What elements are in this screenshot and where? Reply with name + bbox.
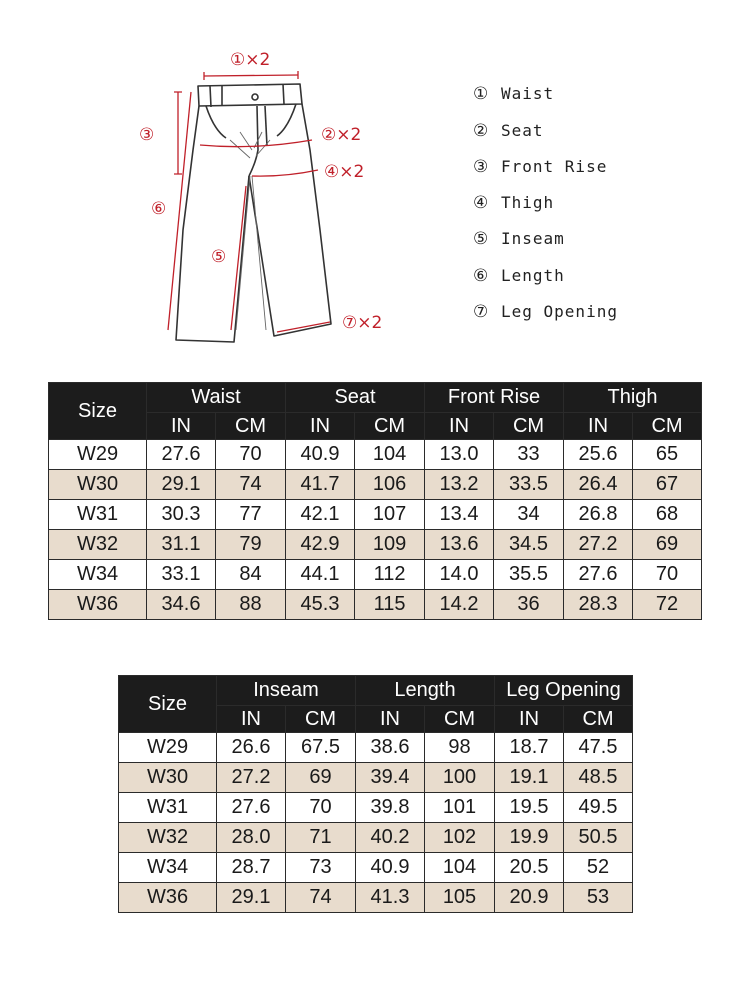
measurement-cell: 26.4 — [564, 470, 633, 500]
measurement-cell: 28.7 — [217, 853, 286, 883]
measurement-cell: 106 — [355, 470, 425, 500]
unit-header-cell: IN — [217, 706, 286, 733]
measurement-cell: 36 — [494, 590, 564, 620]
legend-label: Seat — [501, 121, 544, 140]
measurement-cell: 28.3 — [564, 590, 633, 620]
measurement-cell: 67 — [633, 470, 702, 500]
thigh-callout: ④×2 — [324, 162, 365, 182]
measurement-cell: 34.6 — [147, 590, 216, 620]
measurement-cell: 74 — [216, 470, 286, 500]
measurement-cell: 40.2 — [356, 823, 425, 853]
measurement-cell: 102 — [425, 823, 495, 853]
size-cell: W32 — [49, 530, 147, 560]
measurement-cell: 79 — [216, 530, 286, 560]
measurement-cell: 70 — [633, 560, 702, 590]
measurement-cell: 77 — [216, 500, 286, 530]
measurement-cell: 38.6 — [356, 733, 425, 763]
length-callout: ⑥ — [151, 199, 167, 219]
measurement-cell: 101 — [425, 793, 495, 823]
table-row — [119, 733, 633, 763]
table-row — [119, 823, 633, 853]
size-column-header: Size — [49, 383, 147, 440]
legend-number: ② — [473, 121, 489, 141]
measurement-cell: 115 — [355, 590, 425, 620]
legend-label: Length — [501, 266, 565, 285]
unit-header-cell: CM — [286, 706, 356, 733]
unit-header-cell: CM — [216, 413, 286, 440]
unit-header-row — [49, 413, 702, 440]
size-column-header: Size — [119, 676, 217, 733]
size-cell: W29 — [49, 440, 147, 470]
waist-column-header: Waist — [147, 383, 286, 413]
measurement-cell: 14.2 — [425, 590, 494, 620]
measurement-cell: 71 — [286, 823, 356, 853]
measurement-cell: 105 — [425, 883, 495, 913]
unit-header-cell: CM — [355, 413, 425, 440]
size-cell: W31 — [49, 500, 147, 530]
measurement-cell: 67.5 — [286, 733, 356, 763]
legend-number: ⑥ — [473, 266, 489, 286]
measurement-cell: 45.3 — [286, 590, 355, 620]
front-rise-column-header: Front Rise — [425, 383, 564, 413]
measurement-cell: 27.6 — [564, 560, 633, 590]
thigh-column-header: Thigh — [564, 383, 702, 413]
measurement-cell: 34.5 — [494, 530, 564, 560]
legend-item-length — [473, 266, 565, 286]
measurement-cell: 69 — [286, 763, 356, 793]
size-cell: W34 — [119, 853, 217, 883]
measurement-cell: 13.0 — [425, 440, 494, 470]
measurement-cell: 49.5 — [564, 793, 633, 823]
measurement-cell: 31.1 — [147, 530, 216, 560]
legend-label: Waist — [501, 84, 555, 103]
measurement-cell: 44.1 — [286, 560, 355, 590]
measurement-cell: 30.3 — [147, 500, 216, 530]
measurement-cell: 33.1 — [147, 560, 216, 590]
legend-label: Front Rise — [501, 157, 608, 176]
measurement-cell: 68 — [633, 500, 702, 530]
measurement-cell: 27.6 — [147, 440, 216, 470]
table-row — [49, 560, 702, 590]
inseam-column-header: Inseam — [217, 676, 356, 706]
measurement-cell: 50.5 — [564, 823, 633, 853]
legend-label: Thigh — [501, 193, 555, 212]
measurement-cell: 29.1 — [147, 470, 216, 500]
leg-opening-callout: ⑦×2 — [342, 313, 383, 333]
size-cell: W31 — [119, 793, 217, 823]
measurement-cell: 34 — [494, 500, 564, 530]
table-row — [119, 853, 633, 883]
measurement-cell: 18.7 — [495, 733, 564, 763]
measurement-cell: 39.4 — [356, 763, 425, 793]
unit-header-cell: CM — [633, 413, 702, 440]
measurement-cell: 26.8 — [564, 500, 633, 530]
measurement-cell: 42.9 — [286, 530, 355, 560]
size-chart-table-2 — [118, 675, 633, 913]
measurement-cell: 13.2 — [425, 470, 494, 500]
size-cell: W34 — [49, 560, 147, 590]
legend-number: ① — [473, 84, 489, 104]
measurement-cell: 20.9 — [495, 883, 564, 913]
unit-header-cell: IN — [495, 706, 564, 733]
measurement-cell: 26.6 — [217, 733, 286, 763]
measurement-cell: 33 — [494, 440, 564, 470]
table-body — [119, 733, 633, 913]
measurement-cell: 52 — [564, 853, 633, 883]
table-row — [49, 500, 702, 530]
measurement-cell: 28.0 — [217, 823, 286, 853]
measurement-cell: 84 — [216, 560, 286, 590]
legend-item-thigh — [473, 193, 554, 213]
measurement-cell: 104 — [425, 853, 495, 883]
length-column-header: Length — [356, 676, 495, 706]
size-cell: W30 — [119, 763, 217, 793]
measurement-cell: 88 — [216, 590, 286, 620]
legend-label: Inseam — [501, 229, 565, 248]
legend-item-leg-opening — [473, 302, 618, 322]
unit-header-cell: IN — [147, 413, 216, 440]
legend-number: ③ — [473, 157, 489, 177]
table-row — [49, 590, 702, 620]
measurement-cell: 41.7 — [286, 470, 355, 500]
legend-item-seat — [473, 121, 544, 141]
leg-opening-column-header: Leg Opening — [495, 676, 633, 706]
measurement-cell: 42.1 — [286, 500, 355, 530]
size-cell: W30 — [49, 470, 147, 500]
unit-header-cell: IN — [425, 413, 494, 440]
unit-header-cell: CM — [425, 706, 495, 733]
measurement-cell: 74 — [286, 883, 356, 913]
legend-item-inseam — [473, 229, 565, 249]
unit-header-cell: IN — [286, 413, 355, 440]
size-cell: W36 — [49, 590, 147, 620]
measurement-cell: 13.4 — [425, 500, 494, 530]
measurement-cell: 73 — [286, 853, 356, 883]
legend-number: ⑦ — [473, 302, 489, 322]
unit-header-cell: CM — [564, 706, 633, 733]
measurement-cell: 39.8 — [356, 793, 425, 823]
measurement-cell: 69 — [633, 530, 702, 560]
unit-header-cell: CM — [494, 413, 564, 440]
measurement-cell: 19.9 — [495, 823, 564, 853]
table-row — [119, 763, 633, 793]
measurement-cell: 109 — [355, 530, 425, 560]
table-body — [49, 440, 702, 620]
measurement-cell: 19.1 — [495, 763, 564, 793]
measurement-cell: 27.6 — [217, 793, 286, 823]
table-row — [49, 440, 702, 470]
inseam-callout: ⑤ — [211, 247, 227, 267]
measurement-cell: 27.2 — [564, 530, 633, 560]
legend-item-front-rise — [473, 157, 607, 177]
measurement-cell: 14.0 — [425, 560, 494, 590]
size-chart-table-1 — [48, 382, 702, 620]
measurement-cell: 40.9 — [286, 440, 355, 470]
seat-callout: ②×2 — [321, 125, 362, 145]
table-row — [49, 530, 702, 560]
waist-callout: ①×2 — [230, 50, 271, 70]
pants-measurement-diagram — [0, 0, 750, 370]
measurement-cell: 13.6 — [425, 530, 494, 560]
unit-header-cell: IN — [356, 706, 425, 733]
legend-item-waist — [473, 84, 554, 104]
table-row — [49, 470, 702, 500]
measurement-cell: 70 — [286, 793, 356, 823]
measurement-cell: 70 — [216, 440, 286, 470]
legend-label: Leg Opening — [501, 302, 618, 321]
measurement-cell: 25.6 — [564, 440, 633, 470]
measurement-cell: 98 — [425, 733, 495, 763]
measurement-cell: 27.2 — [217, 763, 286, 793]
legend-number: ⑤ — [473, 229, 489, 249]
measurement-cell: 29.1 — [217, 883, 286, 913]
measurement-cell: 107 — [355, 500, 425, 530]
measurement-cell: 40.9 — [356, 853, 425, 883]
measurement-cell: 19.5 — [495, 793, 564, 823]
front-rise-callout: ③ — [139, 125, 155, 145]
unit-header-cell: IN — [564, 413, 633, 440]
measurement-cell: 48.5 — [564, 763, 633, 793]
measurement-cell: 41.3 — [356, 883, 425, 913]
measurement-cell: 47.5 — [564, 733, 633, 763]
measurement-cell: 100 — [425, 763, 495, 793]
seat-column-header: Seat — [286, 383, 425, 413]
measurement-cell: 35.5 — [494, 560, 564, 590]
size-cell: W32 — [119, 823, 217, 853]
legend-number: ④ — [473, 193, 489, 213]
table-row — [119, 793, 633, 823]
measurement-cell: 33.5 — [494, 470, 564, 500]
measurement-cell: 65 — [633, 440, 702, 470]
measurement-cell: 53 — [564, 883, 633, 913]
measurement-cell: 72 — [633, 590, 702, 620]
measurement-cell: 112 — [355, 560, 425, 590]
size-cell: W29 — [119, 733, 217, 763]
measurement-cell: 20.5 — [495, 853, 564, 883]
measurement-cell: 104 — [355, 440, 425, 470]
table-row — [119, 883, 633, 913]
size-cell: W36 — [119, 883, 217, 913]
